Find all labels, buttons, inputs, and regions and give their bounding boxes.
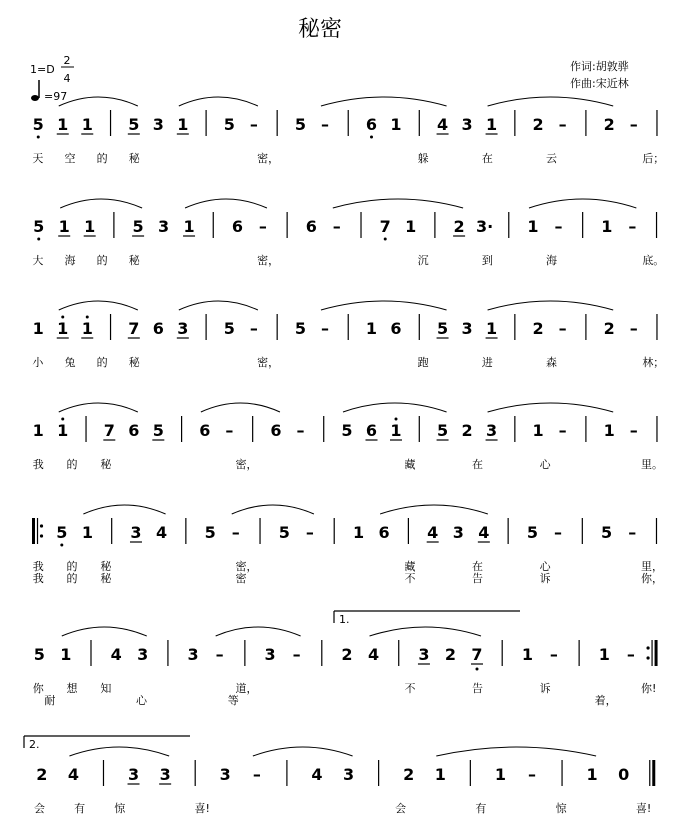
music-line — [32, 97, 664, 165]
lyric-syllable: 大 — [32, 254, 44, 267]
lyric-syllable: 秘 — [128, 152, 140, 165]
lyric-syllable: 密 — [235, 572, 247, 585]
note: 2 — [341, 645, 353, 664]
note: 6 — [231, 217, 244, 236]
note: 6 — [390, 319, 402, 338]
lyric-syllable: 底。 — [642, 254, 665, 267]
sustain-dash: – — [249, 115, 258, 134]
lyric-syllable: 森 — [546, 356, 558, 369]
slur — [253, 747, 353, 756]
sustain-dash: – — [558, 319, 567, 338]
sustain-dash: – — [292, 645, 301, 664]
composer-credit: 作曲:宋近林 — [570, 77, 629, 90]
note: 1 — [434, 765, 446, 784]
lyric-syllable: 密， — [235, 560, 258, 573]
music-line — [33, 505, 663, 585]
note: 5 — [56, 523, 68, 542]
note: 4 — [367, 645, 380, 664]
lyric-syllable: 秘 — [100, 458, 112, 471]
lyric-syllable: 喜! — [635, 802, 652, 815]
lyric-syllable: 诉 — [539, 682, 551, 695]
lyric-syllable: 我 — [32, 458, 44, 471]
note: 1 — [601, 217, 613, 236]
lyric-syllable: 里， — [640, 560, 663, 573]
sustain-dash: – — [558, 421, 567, 440]
note: 1 — [84, 217, 96, 236]
lyric-syllable: 后； — [642, 152, 665, 165]
sustain-dash: – — [549, 645, 558, 664]
slur — [179, 301, 258, 310]
note: 1 — [32, 319, 44, 338]
lyric-syllable: 惊 — [114, 802, 126, 815]
note: 2 — [36, 765, 48, 784]
lyric-syllable: 密， — [235, 458, 258, 471]
lyric-syllable: 我 — [32, 572, 44, 585]
sustain-dash: – — [554, 523, 563, 542]
lyric-syllable: 的 — [66, 458, 78, 471]
lyric-syllable: 不 — [404, 572, 416, 585]
lyric-syllable: 心 — [136, 694, 148, 707]
octave-dot-above — [61, 418, 64, 421]
note: 3 — [158, 217, 170, 236]
note: 4 — [436, 115, 449, 134]
note: 1 — [352, 523, 365, 542]
octave-dot-above — [395, 418, 398, 421]
slur — [380, 505, 488, 514]
note: 7 — [103, 421, 115, 440]
note: 1 — [521, 645, 533, 664]
time-signature-numerator: 2 — [63, 54, 71, 67]
lyric-syllable: 有 — [475, 802, 487, 815]
sustain-dash: – — [629, 421, 638, 440]
note: 4 — [427, 523, 439, 542]
note: 6 — [128, 421, 140, 440]
slur — [59, 97, 138, 106]
volta-2 — [24, 736, 190, 751]
sustain-dash: – — [296, 421, 305, 440]
sustain-dash: – — [258, 217, 267, 236]
lyric-syllable: 诉 — [539, 572, 551, 585]
sustain-dash: – — [528, 765, 537, 784]
note: 3 — [264, 645, 276, 664]
note: 3 — [418, 645, 430, 664]
lyric-syllable: 在 — [481, 152, 493, 165]
slur — [216, 627, 301, 636]
note: 1 — [57, 421, 69, 440]
score-lines — [32, 97, 664, 815]
slur — [185, 199, 267, 208]
lyric-syllable: 里。 — [640, 458, 663, 471]
lyric-syllable: 海 — [546, 254, 558, 267]
lyric-syllable: 你， — [640, 572, 663, 585]
note: 1 — [494, 765, 506, 784]
lyric-syllable: 惊 — [555, 802, 567, 815]
lyric-syllable: 秘 — [100, 560, 112, 573]
slur — [370, 627, 481, 636]
octave-dot-below — [370, 136, 373, 139]
lyric-syllable: 等 — [227, 694, 239, 707]
slur — [488, 301, 614, 310]
note: 5 — [341, 421, 353, 440]
repeat-dot — [646, 646, 649, 649]
slur — [83, 505, 165, 514]
note: 3 — [461, 319, 473, 338]
sustain-dash: – — [215, 645, 224, 664]
note: 4 — [110, 645, 122, 664]
note: 3 — [177, 319, 189, 338]
slur — [321, 97, 447, 106]
note: 5 — [132, 217, 144, 236]
lyric-syllable: 想 — [66, 682, 78, 695]
note: 2 — [461, 421, 473, 440]
note: 6 — [378, 523, 390, 542]
note: 6 — [305, 217, 317, 236]
slur — [201, 403, 280, 412]
note: 1 — [81, 115, 93, 134]
lyric-syllable: 告 — [472, 572, 484, 585]
note: 5 — [33, 645, 45, 664]
sustain-dash: – — [628, 523, 637, 542]
slur — [488, 403, 614, 412]
lyric-syllable: 你 — [32, 682, 44, 695]
volta-1-label: 1. — [339, 613, 350, 626]
note: 3 — [187, 645, 199, 664]
note: 1 — [390, 115, 402, 134]
note: 2 — [603, 115, 615, 134]
slur — [343, 403, 447, 412]
lyric-syllable: 的 — [66, 572, 78, 585]
lyric-syllable: 的 — [96, 152, 108, 165]
sustain-dash: – — [626, 645, 635, 664]
slur — [232, 505, 314, 514]
music-line — [33, 403, 663, 471]
note: 3 — [461, 115, 473, 134]
slur — [60, 199, 142, 208]
song-title: 秘密 — [297, 17, 343, 42]
lyric-syllable: 会 — [395, 802, 407, 815]
note: 4 — [155, 523, 168, 542]
note: 3 — [137, 645, 149, 664]
note: 1 — [32, 421, 44, 440]
note: 6 — [270, 421, 282, 440]
octave-dot-below — [37, 238, 40, 241]
music-line — [33, 627, 657, 707]
note: 5 — [223, 319, 235, 338]
note: 7 — [471, 645, 483, 664]
lyric-syllable: 秘 — [128, 356, 140, 369]
lyric-syllable: 告 — [472, 682, 484, 695]
note: 2 — [532, 319, 544, 338]
lyric-syllable: 喜! — [194, 802, 210, 815]
lyricist-credit: 作词:胡敦骅 — [570, 60, 629, 73]
note: 1 — [586, 765, 598, 784]
sustain-dash: – — [320, 115, 329, 134]
octave-dot-above — [86, 316, 89, 319]
lyric-syllable: 密， — [257, 254, 280, 267]
note: 7 — [379, 217, 391, 236]
lyric-syllable: 我 — [32, 560, 44, 573]
slur — [321, 301, 447, 310]
lyric-syllable: 林； — [642, 356, 665, 369]
sustain-dash: – — [320, 319, 329, 338]
slur — [59, 301, 138, 310]
note: 5 — [204, 523, 216, 542]
lyric-syllable: 藏 — [404, 560, 416, 573]
sustain-dash: – — [629, 115, 638, 134]
sustain-dash: – — [628, 217, 637, 236]
note: 1 — [365, 319, 378, 338]
sustain-dash: – — [225, 421, 234, 440]
sustain-dash: – — [558, 115, 567, 134]
note: 1 — [486, 115, 498, 134]
octave-dot-below — [37, 136, 40, 139]
lyric-syllable: 的 — [96, 254, 108, 267]
sustain-dash: – — [332, 217, 341, 236]
lyric-syllable: 的 — [96, 356, 108, 369]
slur — [69, 747, 169, 756]
repeat-dot — [646, 656, 649, 659]
octave-dot-above — [61, 316, 64, 319]
lyric-syllable: 在 — [472, 560, 484, 573]
note: 3 — [159, 765, 171, 784]
volta-2-label: 2. — [29, 738, 40, 751]
note: 1 — [58, 217, 70, 236]
note: 1 — [81, 319, 93, 338]
note: 1 — [81, 523, 93, 542]
music-line — [34, 747, 654, 815]
lyric-syllable: 心 — [539, 560, 551, 573]
tempo-marking: =97 — [44, 90, 68, 103]
note: 5 — [32, 115, 44, 134]
note: 2 — [532, 115, 544, 134]
note: 4 — [478, 523, 490, 542]
sustain-dash: – — [252, 765, 261, 784]
note: 3 — [130, 523, 142, 542]
note: 5 — [223, 115, 235, 134]
repeat-dot — [40, 534, 43, 537]
lyric-syllable: 空 — [64, 152, 76, 165]
note: 2 — [453, 217, 465, 236]
sustain-dash: – — [554, 217, 563, 236]
lyric-syllable: 密， — [257, 356, 280, 369]
lyric-syllable: 沉 — [417, 254, 429, 267]
note: 5 — [526, 523, 539, 542]
lyric-syllable: 着， — [594, 694, 617, 707]
lyric-syllable: 天 — [32, 152, 44, 165]
octave-dot-below — [475, 668, 478, 671]
note: 3 — [343, 765, 355, 784]
note: 1 — [486, 319, 498, 338]
slur — [488, 97, 614, 106]
note: 3 — [486, 421, 498, 440]
lyric-syllable: 秘 — [128, 254, 140, 267]
repeat-dot — [40, 524, 43, 527]
music-line — [32, 301, 664, 369]
lyric-syllable: 躲 — [417, 152, 429, 165]
note: 2 — [603, 319, 615, 338]
music-line — [32, 199, 664, 267]
note: 6 — [152, 319, 164, 338]
note: 7 — [128, 319, 140, 338]
sustain-dash: – — [231, 523, 240, 542]
note: 1 — [57, 115, 69, 134]
sustain-dash: – — [305, 523, 314, 542]
lyric-syllable: 在 — [472, 458, 484, 471]
note: 5 — [294, 319, 307, 338]
lyric-syllable: 海 — [64, 254, 76, 267]
lyric-syllable: 密， — [257, 152, 280, 165]
key-signature: 1=D — [30, 63, 55, 76]
quarter-note-icon — [31, 80, 39, 101]
lyric-syllable: 不 — [404, 682, 416, 695]
octave-dot-below — [60, 544, 63, 547]
time-signature-denominator: 4 — [63, 72, 71, 85]
note: 3 — [219, 765, 231, 784]
octave-dot-below — [384, 238, 387, 241]
note: 1 — [405, 217, 417, 236]
note: 5 — [152, 421, 164, 440]
note: 3 — [152, 115, 164, 134]
note: 5 — [128, 115, 140, 134]
slur — [62, 627, 147, 636]
lyric-syllable: 会 — [34, 802, 46, 815]
note: 5 — [33, 217, 45, 236]
note: 4 — [67, 765, 80, 784]
lyric-syllable: 小 — [32, 356, 44, 369]
lyric-syllable: 进 — [481, 356, 493, 369]
note: 0 — [618, 765, 630, 784]
slur — [59, 403, 138, 412]
volta-1 — [334, 611, 520, 626]
lyric-syllable: 你! — [640, 682, 657, 695]
lyric-syllable: 藏 — [404, 458, 416, 471]
lyric-syllable: 云 — [546, 152, 558, 165]
lyric-syllable: 耐 — [44, 694, 56, 707]
note: 1 — [57, 319, 69, 338]
lyric-syllable: 知 — [100, 682, 112, 695]
note: 5 — [601, 523, 613, 542]
note: 1 — [60, 645, 72, 664]
note: 5 — [436, 319, 449, 338]
note: 2 — [403, 765, 415, 784]
note: 4 — [311, 765, 323, 784]
note: 1 — [532, 421, 544, 440]
lyric-syllable: 有 — [74, 802, 86, 815]
lyric-syllable: 秘 — [100, 572, 112, 585]
note: 6 — [365, 421, 378, 440]
note: 2 — [444, 645, 457, 664]
lyric-syllable: 到 — [481, 254, 493, 267]
lyric-syllable: 跑 — [417, 356, 429, 369]
note: 3· — [475, 217, 494, 236]
slur — [436, 747, 596, 756]
note: 6 — [199, 421, 211, 440]
note: 5 — [436, 421, 449, 440]
note: 3 — [452, 523, 464, 542]
lyric-syllable: 道， — [235, 682, 258, 695]
note: 1 — [177, 115, 189, 134]
note: 1 — [598, 645, 610, 664]
sustain-dash: – — [629, 319, 638, 338]
note: 3 — [127, 765, 140, 784]
slur — [179, 97, 258, 106]
slur — [333, 199, 463, 208]
note: 5 — [278, 523, 290, 542]
note: 1 — [603, 421, 615, 440]
note: 5 — [294, 115, 307, 134]
lyric-syllable: 的 — [66, 560, 78, 573]
note: 6 — [365, 115, 378, 134]
lyric-syllable: 心 — [539, 458, 551, 471]
slur — [529, 199, 636, 208]
note: 1 — [390, 421, 402, 440]
note: 1 — [527, 217, 539, 236]
sustain-dash: – — [249, 319, 258, 338]
note: 1 — [183, 217, 195, 236]
lyric-syllable: 兔 — [64, 356, 76, 369]
